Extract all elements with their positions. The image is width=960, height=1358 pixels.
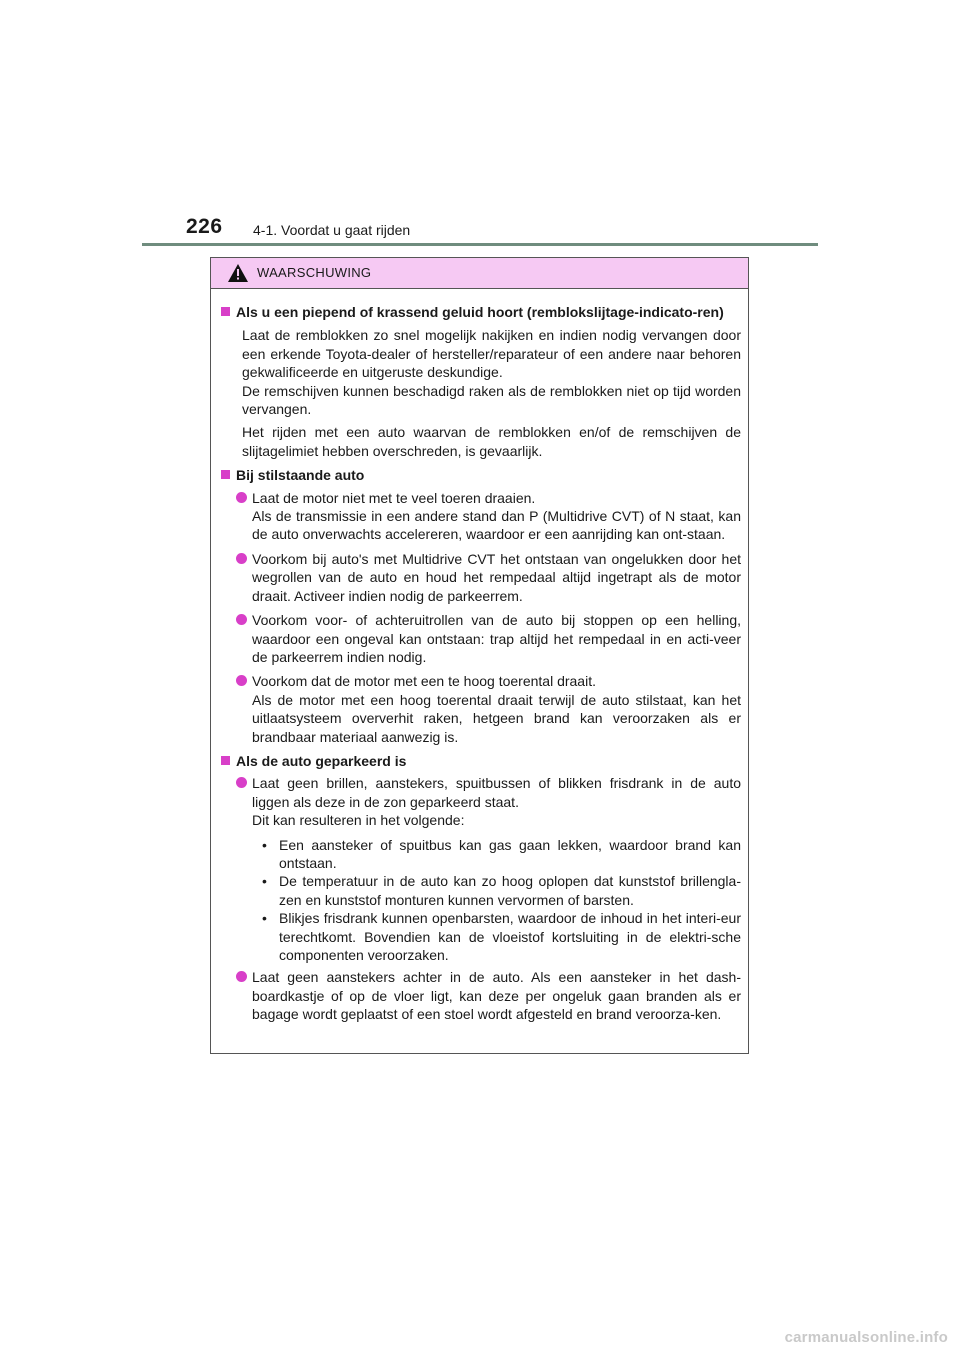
paragraph: Het rijden met een auto waarvan de remblokken en/of de remschijven de slijtagelimiet hebben overschreden, is gevaarlijk. <box>242 424 741 459</box>
warning-label: WAARSCHUWING <box>257 265 372 280</box>
list-item-text: Voorkom voor- of achteruitrollen van de auto bij stoppen op een helling, waardoor een ongeval kan ontstaan: trap altijd het rempedaal in en acti-veer de parkeerrem indien nodig. <box>252 612 741 665</box>
warning-triangle-icon <box>228 264 248 282</box>
section-heading <box>221 466 741 484</box>
list-item <box>235 968 741 1023</box>
list-item <box>235 489 741 544</box>
warning-header <box>211 258 748 289</box>
section-title: 4-1. Voordat u gaat rijden <box>253 222 411 238</box>
dot-bullet-icon: • <box>262 836 267 853</box>
circle-bullet-icon <box>236 614 247 625</box>
header-rule <box>142 243 818 246</box>
circle-bullet-icon <box>236 971 247 982</box>
warning-body <box>211 289 748 1024</box>
list-item-lead: Voorkom dat de motor met een te hoog toerental draait. <box>252 673 596 690</box>
sub-bullet <box>259 836 741 873</box>
paragraph: De remschijven kunnen beschadigd raken als de remblokken niet op tijd worden vervangen. <box>242 382 741 418</box>
circle-bullet-icon <box>236 492 247 503</box>
list-item <box>235 611 741 666</box>
sub-bullet <box>259 909 741 964</box>
list-item-lead: Laat geen brillen, aanstekers, spuitbussen of blikken frisdrank in de auto liggen als deze in de zon geparkeerd staat. <box>252 775 741 810</box>
dot-bullet-icon: • <box>262 910 267 927</box>
list-item-text: Laat geen aanstekers achter in de auto. Als een aansteker in het dash-boardkastje of op de vloer ligt, kan deze per ongeluk gaan branden als er bagage wordt geplaatst of een stoel wordt afgesteld en brand veroorza-ken. <box>252 969 741 1023</box>
list-item-text: Als de motor met een hoog toerental draait terwijl de auto stilstaat, kan het uitlaatsysteem oververhit raken, hetgeen brand kan veroorzaken als er brandbaar materiaal aanwezig is. <box>252 691 741 745</box>
circle-bullet-icon <box>236 553 247 564</box>
list-item <box>235 550 741 605</box>
list-item-text: Als de transmissie in een andere stand dan P (Multidrive CVT) of N staat, kan de auto onverwachts accelereren, waardoor er een aanrijding kan ont-staan. <box>252 508 741 543</box>
circle-bullet-icon <box>236 777 247 788</box>
section-heading <box>221 303 741 321</box>
circle-bullet-icon <box>236 675 247 686</box>
square-bullet-icon <box>221 470 230 479</box>
page-number: 226 <box>186 215 223 238</box>
section-heading-text: Als de auto geparkeerd is <box>236 752 407 769</box>
warning-box <box>210 257 749 1054</box>
section-heading-text: Bij stilstaande auto <box>236 467 365 484</box>
section-heading <box>221 752 741 770</box>
square-bullet-icon <box>221 756 230 765</box>
list-item <box>235 672 741 746</box>
sub-bullet-text: Een aansteker of spuitbus kan gas gaan lekken, waardoor brand kan ontstaan. <box>279 836 741 871</box>
dot-bullet-icon: • <box>262 873 267 890</box>
sub-bullet <box>259 872 741 909</box>
list-item <box>235 774 741 829</box>
list-item-lead: Laat de motor niet met te veel toeren draaien. <box>252 489 536 506</box>
watermark: carmanualsonline.info <box>784 1329 948 1346</box>
list-item-text: Voorkom bij auto's met Multidrive CVT het ontstaan van ongelukken door het wegrollen van de auto en houd het rempedaal altijd ingetrapt als de motor draait. Activeer indien nodig de parkeerrem. <box>252 550 741 604</box>
square-bullet-icon <box>221 307 230 316</box>
list-item-text: Dit kan resulteren in het volgende: <box>252 812 465 829</box>
sub-bullet-text: Blikjes frisdrank kunnen openbarsten, waardoor de inhoud in het interi-eur terechtkomt. Bovendien kan de vloeistof kortsluiting in de elektri-sche componenten veroorzaken. <box>279 910 741 963</box>
paragraph: Laat de remblokken zo snel mogelijk nakijken en indien nodig vervangen door een erkende Toyota-dealer of hersteller/reparateur of een andere naar behoren gekwalificeerde en uitgeruste deskundige. <box>242 327 741 381</box>
sub-bullet-text: De temperatuur in de auto kan zo hoog oplopen dat kunststof brillengla-zen en kunststof monturen kunnen vervormen of barsten. <box>279 873 741 908</box>
section-heading-text: Als u een piepend of krassend geluid hoort (remblokslijtage-indicato-ren) <box>236 304 724 320</box>
